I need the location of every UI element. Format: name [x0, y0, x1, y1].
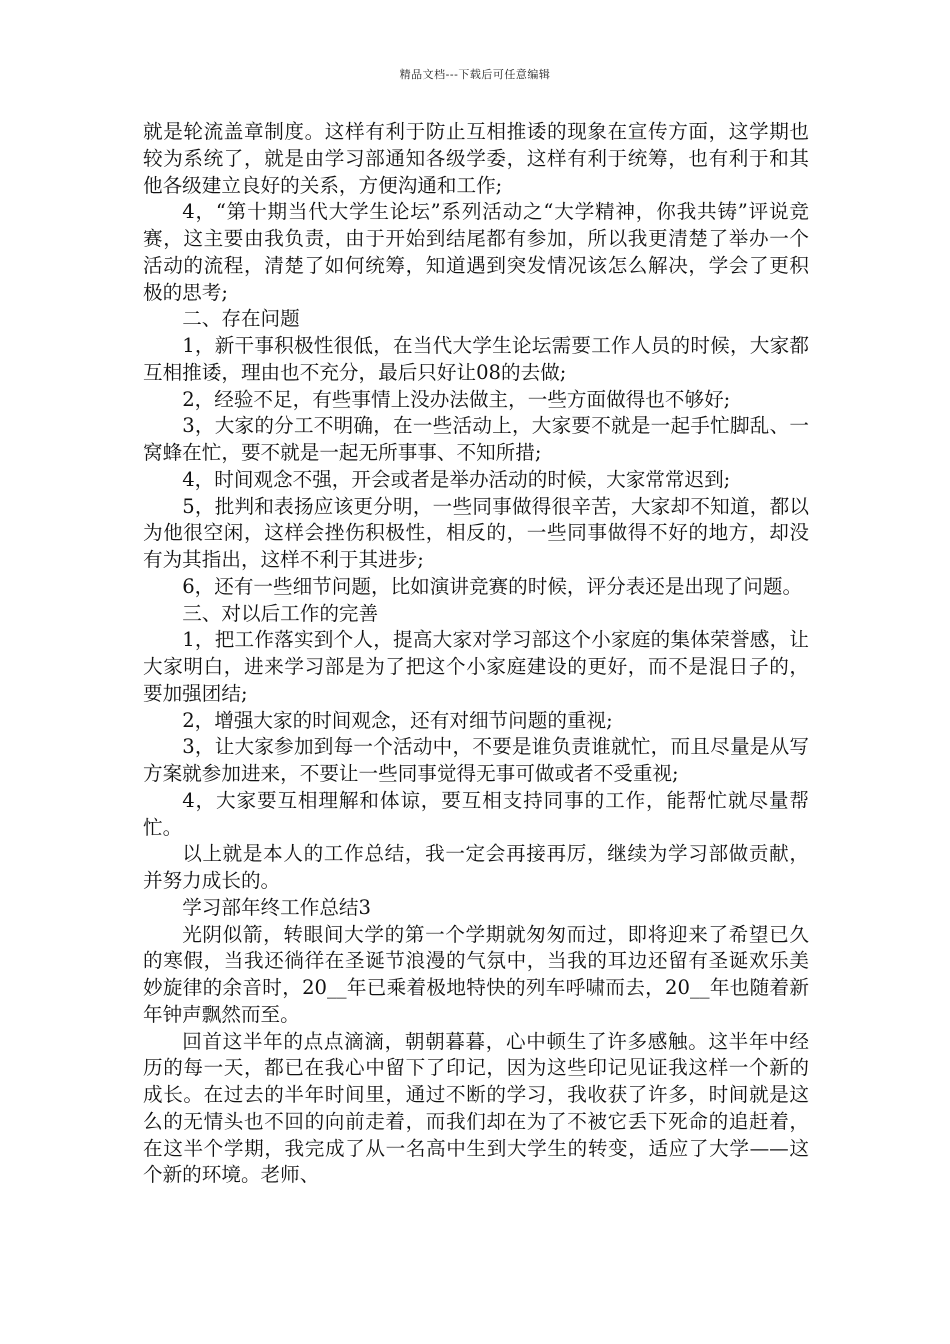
paragraph: 光阴似箭，转眼间大学的第一个学期就匆匆而过，即将迎来了希望已久的寒假，当我还徜徉在圣诞节浪漫的气氛中，当我的耳边还留有圣诞欢乐美妙旋律的余音时，20__年已乘着极地特快的列车呼啸而去，20__年也随着新年钟声飘然而至。	[143, 922, 809, 1026]
paragraph: 3，让大家参加到每一个活动中，不要是谁负责谁就忙，而且尽量是从写方案就参加进来，不要让一些同事觉得无事可做或者不受重视;	[143, 735, 809, 785]
paragraph: 2，增强大家的时间观念，还有对细节问题的重视;	[182, 708, 613, 732]
document-body	[143, 119, 809, 1189]
paragraph: 6，还有一些细节问题，比如演讲竞赛的时候，评分表还是出现了问题。	[182, 574, 803, 598]
paragraph: 2，经验不足，有些事情上没办法做主，一些方面做得也不够好;	[182, 387, 731, 411]
paragraph: 以上就是本人的工作总结，我一定会再接再厉，继续为学习部做贡献，并努力成长的。	[143, 842, 809, 892]
paragraph: 回首这半年的点点滴滴，朝朝暮暮，心中顿生了许多感触。这半年中经历的每一天，都已在我心中留下了印记，因为这些印记见证我这样一个新的成长。在过去的半年时间里，通过不断的学习，我收获了许多，时间就是这么的无情头也不回的向前走着，而我们却在为了不被它丢下死命的追赶着，在这半个学期，我完成了从一名高中生到大学生的转变，适应了大学——这个新的环境。老师、	[143, 1029, 809, 1187]
paragraph: 1，新干事积极性很低，在当代大学生论坛需要工作人员的时候，大家都互相推诿，理由也不充分，最后只好让08的去做;	[143, 334, 809, 384]
paragraph: 1，把工作落实到个人，提高大家对学习部这个小家庭的集体荣誉感，让大家明白，进来学习部是为了把这个小家庭建设的更好，而不是混日子的，要加强团结;	[143, 628, 809, 705]
paragraph: 5，批判和表扬应该更分明，一些同事做得很辛苦，大家却不知道，都以为他很空闲，这样会挫伤积极性，相反的，一些同事做得不好的地方，却没有为其指出，这样不利于其进步;	[143, 494, 809, 571]
paragraph: 就是轮流盖章制度。这样有利于防止互相推诿的现象在宣传方面，这学期也较为系统了，就是由学习部通知各级学委，这样有利于统筹，也有利于和其他各级建立良好的关系，方便沟通和工作;	[143, 120, 809, 197]
paragraph: 3，大家的分工不明确，在一些活动上，大家要不就是一起手忙脚乱、一窝蜂在忙，要不就是一起无所事事、不知所措;	[143, 414, 809, 464]
page-header: 精品文档---下载后可任意编辑	[399, 68, 551, 81]
paragraph: 4，时间观念不强，开会或者是举办活动的时候，大家常常迟到;	[182, 467, 731, 491]
paragraph: 三、对以后工作的完善	[182, 601, 379, 625]
paragraph: 4，“第十期当代大学生论坛”系列活动之“大学精神，你我共铸”评说竞赛，这主要由我负责，由于开始到结尾都有参加，所以我更清楚了举办一个活动的流程，清楚了如何统筹，知道遇到突发情况该怎么解决，学会了更积极的思考;	[143, 200, 809, 304]
paragraph: 二、存在问题	[182, 307, 300, 331]
paragraph: 4，大家要互相理解和体谅，要互相支持同事的工作，能帮忙就尽量帮忙。	[143, 788, 809, 839]
paragraph: 学习部年终工作总结3	[182, 895, 371, 919]
